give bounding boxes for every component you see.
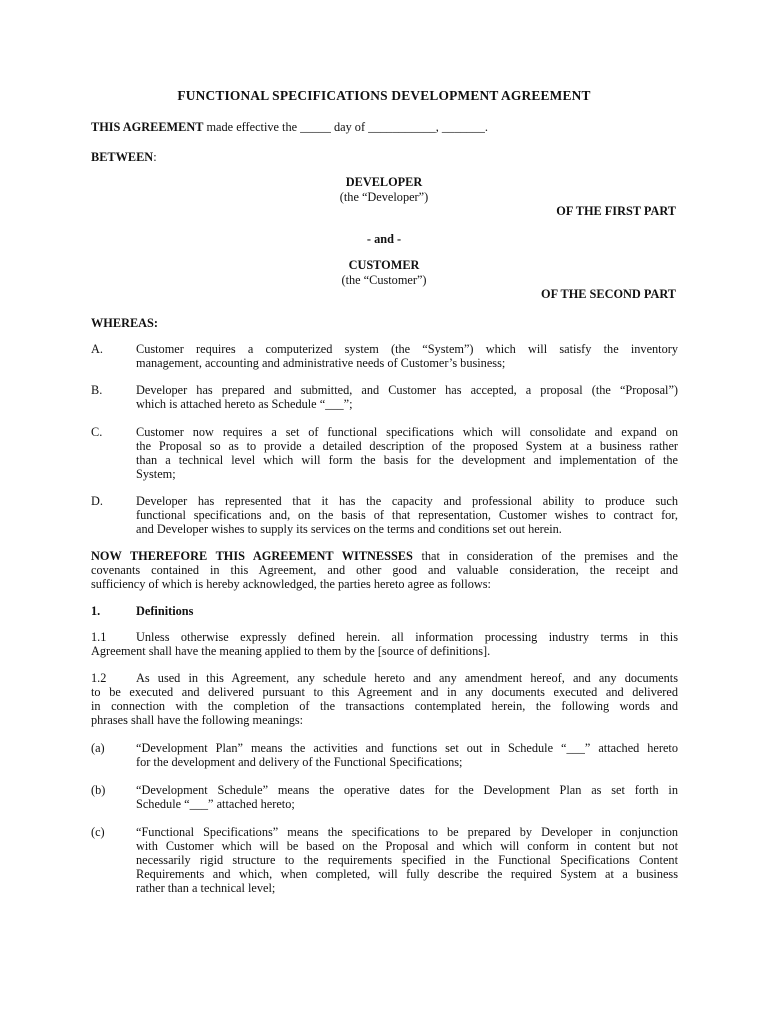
witness-first-rest: that in consideration of the premises and the [412, 549, 678, 563]
clause-number: 1.2 [91, 671, 107, 685]
definition-line: “Development Plan” means the activities and functions set out in Schedule “___” attached hereto [136, 741, 678, 755]
recital-line: System; [136, 467, 176, 481]
definition-line: “Functional Specifications” means the specifications to be prepared by Developer in conjunction [136, 825, 678, 839]
recital-text [136, 342, 678, 370]
clause-first-line [136, 630, 678, 644]
clause-number: 1.1 [91, 630, 107, 644]
definition-label: (b) [91, 783, 106, 797]
definition-text [136, 741, 678, 769]
definition-line: rather than a technical level; [136, 881, 276, 895]
intro-line [91, 120, 488, 134]
definition-line: for the development and delivery of the Functional Specifications; [136, 755, 463, 769]
recital-label: A. [91, 342, 103, 356]
between-label: BETWEEN [91, 150, 154, 164]
recital-text [136, 425, 678, 481]
recital-label: B. [91, 383, 103, 397]
recital-line: than a technical level which will form the basis for the development and implementation of the [136, 453, 678, 467]
recital-text [136, 383, 678, 411]
recital-line: functional specifications and, on the basis of that representation, Customer wishes to contract for, [136, 508, 678, 522]
recital-label: C. [91, 425, 103, 439]
recital-line: Developer has represented that it has the capacity and professional ability to produce such [136, 494, 678, 508]
recital-line: and Developer wishes to supply its services on the terms and conditions set out herein. [136, 522, 562, 536]
party2-alias: (the “Customer”) [341, 273, 427, 287]
between-colon: : [153, 150, 157, 164]
witness-line: covenants contained in this Agreement, and other good and valuable consideration, the receipt and [91, 563, 678, 577]
party2-name: CUSTOMER [348, 258, 420, 272]
definition-line: Requirements and which, when completed, will fully describe the required System at a business [136, 867, 678, 881]
recital-text [136, 494, 678, 536]
and-separator: - and - [366, 232, 402, 246]
definition-text [136, 825, 678, 895]
definition-line: “Development Schedule” means the operative dates for the Development Plan as set forth in [136, 783, 678, 797]
recital-line: management, accounting and administrative needs of Customer’s business; [136, 356, 506, 370]
clause-line: Agreement shall have the meaning applied to them by the [source of definitions]. [91, 644, 491, 658]
definition-label: (a) [91, 741, 105, 755]
witness-line: sufficiency of which is hereby acknowledged, the parties hereto agree as follows: [91, 577, 491, 591]
whereas-heading: WHEREAS: [91, 316, 158, 330]
witness-paragraph [91, 549, 678, 591]
definition-text [136, 783, 678, 811]
party1-alias: (the “Developer”) [339, 190, 429, 204]
party1-part: OF THE FIRST PART [556, 204, 676, 218]
section-title: Definitions [136, 604, 194, 618]
definition-line: Schedule “___” attached hereto; [136, 797, 295, 811]
clause-text [91, 644, 678, 658]
between-heading [91, 150, 157, 164]
intro-rest: made effective the _____ day of ___________, _______. [203, 120, 489, 134]
definition-line: necessarily rigid structure to the requirements specified in the Functional Specifications Content [136, 853, 678, 867]
definition-line: with Customer which will be based on the Proposal and which will conform in content but not [136, 839, 678, 853]
definition-label: (c) [91, 825, 105, 839]
witness-bold: NOW THEREFORE THIS AGREEMENT WITNESSES [91, 549, 413, 563]
recital-line: Developer has prepared and submitted, and Customer has accepted, a proposal (the “Proposal”) [136, 383, 678, 397]
recital-line: the Proposal so as to provide a detailed description of the proposed System at a business rather [136, 439, 678, 453]
recital-line: Customer now requires a set of functional specifications which will consolidate and expand on [136, 425, 678, 439]
section-number: 1. [91, 604, 101, 618]
recital-label: D. [91, 494, 103, 508]
clause-text [91, 685, 678, 727]
document-title: FUNCTIONAL SPECIFICATIONS DEVELOPMENT AGREEMENT [177, 88, 591, 103]
clause-line: to be executed and delivered pursuant to this Agreement and in any documents executed and delivered [91, 685, 678, 699]
clause-line: Unless otherwise expressly defined herein. all information processing industry terms in this [136, 630, 678, 644]
recital-line: Customer requires a computerized system (the “System”) which will satisfy the inventory [136, 342, 678, 356]
clause-line: As used in this Agreement, any schedule hereto and any amendment hereof, and any documents [136, 671, 678, 685]
witness-first-line [91, 549, 678, 563]
recital-line: which is attached hereto as Schedule “___”; [136, 397, 353, 411]
clause-line: in connection with the completion of the transactions contemplated herein, the following words and [91, 699, 678, 713]
intro-bold: THIS AGREEMENT [91, 120, 204, 134]
party1-name: DEVELOPER [345, 175, 423, 189]
clause-first-line [136, 671, 678, 685]
party2-part: OF THE SECOND PART [541, 287, 676, 301]
clause-line: phrases shall have the following meanings: [91, 713, 304, 727]
